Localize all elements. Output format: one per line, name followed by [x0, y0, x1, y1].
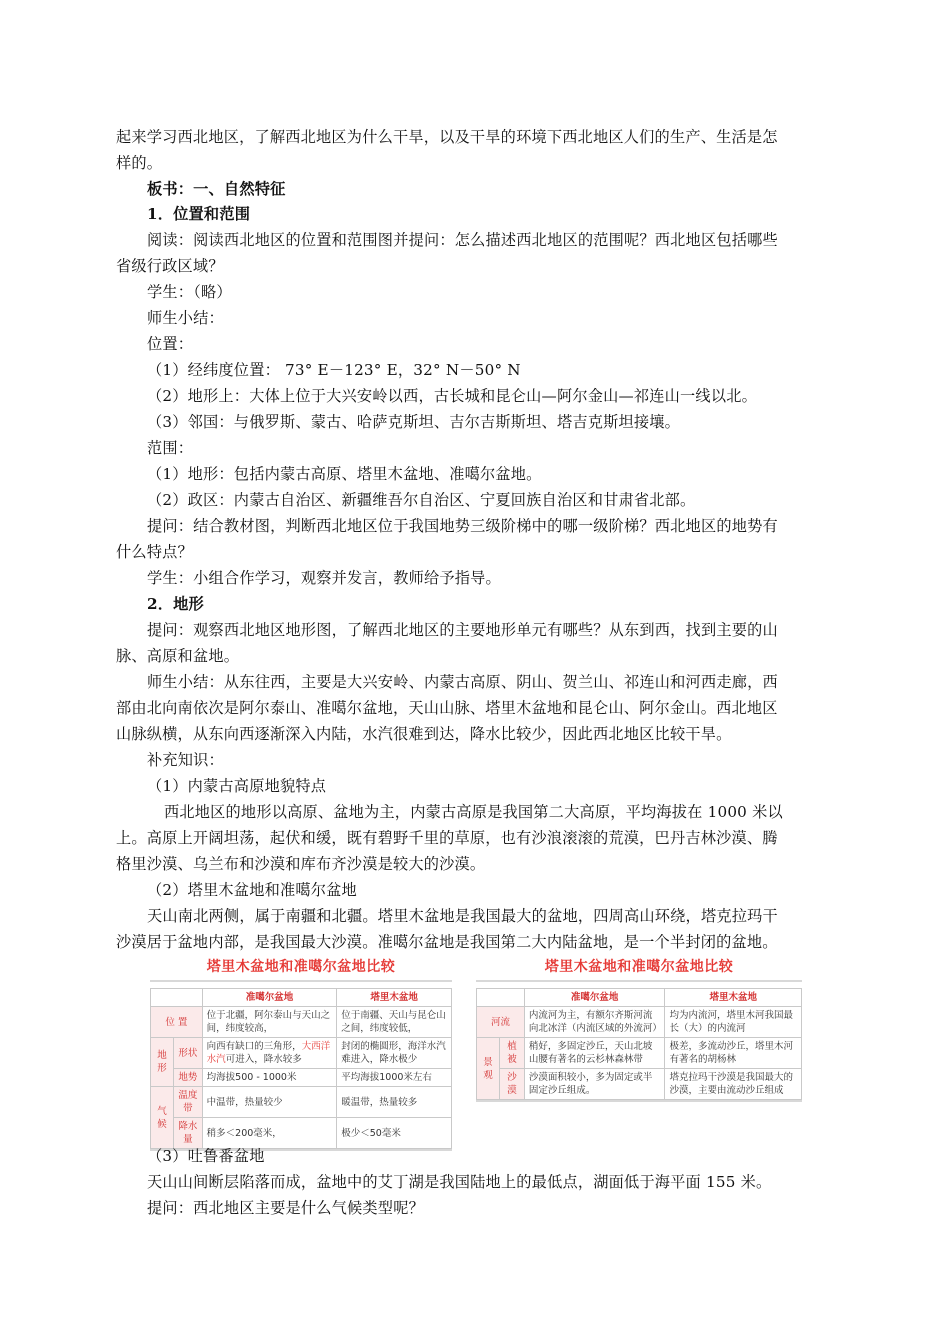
- subsection-heading: 1．位置和范围: [147, 205, 251, 223]
- text-line: （1）经纬度位置： 73° E－123° E，32° N－50° N: [147, 361, 521, 379]
- text-line: （2）地形上：大体上位于大兴安岭以西，古长城和昆仑山—阿尔金山—祁连山一线以北。: [147, 387, 757, 405]
- table-cell: 中温带，热量较少: [202, 1087, 337, 1118]
- row-label: 位 置: [151, 1007, 203, 1038]
- text-line: 提问：西北地区主要是什么气候类型呢？: [147, 1199, 424, 1217]
- row-label: 温度带: [174, 1087, 203, 1118]
- table-cell: 向西有缺口的三角形，大西洋水汽可进入，降水较多: [202, 1038, 337, 1069]
- table-cell: 极少＜50毫米: [337, 1118, 452, 1149]
- text-line: 阅读：阅读西北地区的位置和范围图并提问：怎么描述西北地区的范围呢？西北地区包括哪些: [147, 231, 778, 249]
- text-line: 上。高原上开阔坦荡，起伏和缓，既有碧野千里的草原，也有沙浪滚滚的荒漠，巴丹吉林沙漠、腾: [116, 829, 778, 847]
- table-cell: 均海拔500 - 1000米: [202, 1069, 337, 1087]
- row-label: 降水量: [174, 1118, 203, 1149]
- table-title: 塔里木盆地和准噶尔盆地比较: [206, 959, 396, 975]
- table-cell: 平均海拔1000米左右: [337, 1069, 452, 1087]
- table-cell: 稍多＜200毫米，: [202, 1118, 337, 1149]
- divider: [476, 980, 802, 982]
- table-row: [477, 989, 802, 1007]
- table-row: [151, 1038, 452, 1069]
- text-line: 沙漠居于盆地内部，是我国最大沙漠。准噶尔盆地是我国第二大内陆盆地，是一个半封闭的盆地。: [116, 933, 778, 951]
- row-label: 气候: [151, 1087, 174, 1149]
- text-line: 补充知识：: [147, 751, 224, 769]
- text-line: 部由北向南依次是阿尔泰山、准噶尔盆地，天山山脉、塔里木盆地和昆仑山、阿尔金山。西北地区: [116, 699, 778, 717]
- table-cell: 位于北疆，阿尔泰山与天山之间，纬度较高，: [202, 1007, 337, 1038]
- text-line: 天山南北两侧，属于南疆和北疆。塔里木盆地是我国最大的盆地，四周高山环绕，塔克拉玛干: [147, 907, 778, 925]
- table-row: [151, 1007, 452, 1038]
- text-line: 省级行政区域？: [116, 257, 224, 275]
- table-cell: 稍好，多固定沙丘，天山北坡山腰有著名的云杉林森林带: [524, 1038, 665, 1069]
- comparison-table-right: [476, 956, 802, 1102]
- text-line: 范围：: [147, 439, 194, 457]
- text-line: （2）政区：内蒙古自治区、新疆维吾尔自治区、宁夏回族自治区和甘肃省北部。: [147, 491, 696, 509]
- table-cell: 塔克拉玛干沙漠是我国最大的沙漠，主要由流动沙丘组成: [665, 1069, 802, 1100]
- text-line: 什么特点？: [116, 543, 193, 561]
- table-cell: 内流河为主，有额尔齐斯河流向北冰洋（内流区域的外流河）: [524, 1007, 665, 1038]
- divider: [476, 1100, 802, 1102]
- table: [150, 988, 452, 1149]
- text-line: 西北地区的地形以高原、盆地为主，内蒙古高原是我国第二大高原，平均海拔在 1000 米以: [164, 803, 783, 821]
- text-line: 提问：观察西北地区地形图，了解西北地区的主要地形单元有哪些？从东到西，找到主要的山: [147, 621, 778, 639]
- table-cell: 暖温带，热量较多: [337, 1087, 452, 1118]
- row-label: 植被: [500, 1038, 525, 1069]
- section-heading: 板书：一、自然特征: [147, 180, 286, 198]
- text-line: 提问：结合教材图，判断西北地区位于我国地势三级阶梯中的哪一级阶梯？西北地区的地势有: [147, 517, 778, 535]
- column-header: 准噶尔盆地: [202, 989, 337, 1007]
- text-line: （1）内蒙古高原地貌特点: [147, 777, 327, 795]
- text-line: 格里沙漠、乌兰布和沙漠和库布齐沙漠是较大的沙漠。: [116, 855, 486, 873]
- row-label: 地形: [151, 1038, 174, 1087]
- text-line: 学生：小组合作学习，观察并发言，教师给予指导。: [147, 569, 501, 587]
- text-line: （2）塔里木盆地和准噶尔盆地: [147, 881, 357, 899]
- column-header: 准噶尔盆地: [524, 989, 665, 1007]
- table-title: 塔里木盆地和准噶尔盆地比较: [544, 959, 734, 975]
- table-cell: 极差，多流动沙丘，塔里木河有著名的胡杨林: [665, 1038, 802, 1069]
- table-row: [477, 1007, 802, 1038]
- row-label: 形状: [174, 1038, 203, 1069]
- text-line: 位置：: [147, 335, 194, 353]
- subsection-heading: 2．地形: [147, 595, 204, 613]
- divider: [150, 980, 452, 982]
- text-line: （3）吐鲁番盆地: [147, 1147, 265, 1165]
- table-row: [151, 1087, 452, 1118]
- table-row: [151, 989, 452, 1007]
- table-cell: 位于南疆、天山与昆仑山之间，纬度较低，: [337, 1007, 452, 1038]
- text-line: （3）邻国：与俄罗斯、蒙古、哈萨克斯坦、吉尔吉斯斯坦、塔吉克斯坦接壤。: [147, 413, 681, 431]
- text-line: 山脉纵横，从东向西逐渐深入内陆，水汽很难到达，降水比较少，因此西北地区比较干旱。: [116, 725, 732, 743]
- table-cell: 均为内流河，塔里木河我国最长（大）的内流河: [665, 1007, 802, 1038]
- comparison-table-left: [150, 956, 452, 1151]
- table-row: [477, 1069, 802, 1100]
- row-label: 地势: [174, 1069, 203, 1087]
- table-cell: 沙漠面积较小，多为固定或半固定沙丘组成。: [524, 1069, 665, 1100]
- text-line: 师生小结：从东往西，主要是大兴安岭、内蒙古高原、阴山、贺兰山、祁连山和河西走廊，西: [147, 673, 778, 691]
- text-line: （1）地形：包括内蒙古高原、塔里木盆地、准噶尔盆地。: [147, 465, 542, 483]
- table-row: [477, 1038, 802, 1069]
- row-label: 河流: [477, 1007, 525, 1038]
- text-line: 师生小结：: [147, 309, 224, 327]
- text-line: 天山山间断层陷落而成，盆地中的艾丁湖是我国陆地上的最低点，湖面低于海平面 155 米。: [147, 1173, 772, 1191]
- text-line: 学生：（略）: [147, 283, 232, 301]
- table-row: [151, 1069, 452, 1087]
- row-label: 景观: [477, 1038, 500, 1100]
- text-line: 脉、高原和盆地。: [116, 647, 240, 665]
- row-label: 沙漠: [500, 1069, 525, 1100]
- column-header: 塔里木盆地: [337, 989, 452, 1007]
- table-cell: 封闭的椭圆形，海洋水汽难进入，降水极少: [337, 1038, 452, 1069]
- text-line: 样的。: [116, 154, 163, 172]
- table: [476, 988, 802, 1100]
- column-header: 塔里木盆地: [665, 989, 802, 1007]
- text-line: 起来学习西北地区，了解西北地区为什么干旱，以及干旱的环境下西北地区人们的生产、生活是怎: [116, 128, 778, 146]
